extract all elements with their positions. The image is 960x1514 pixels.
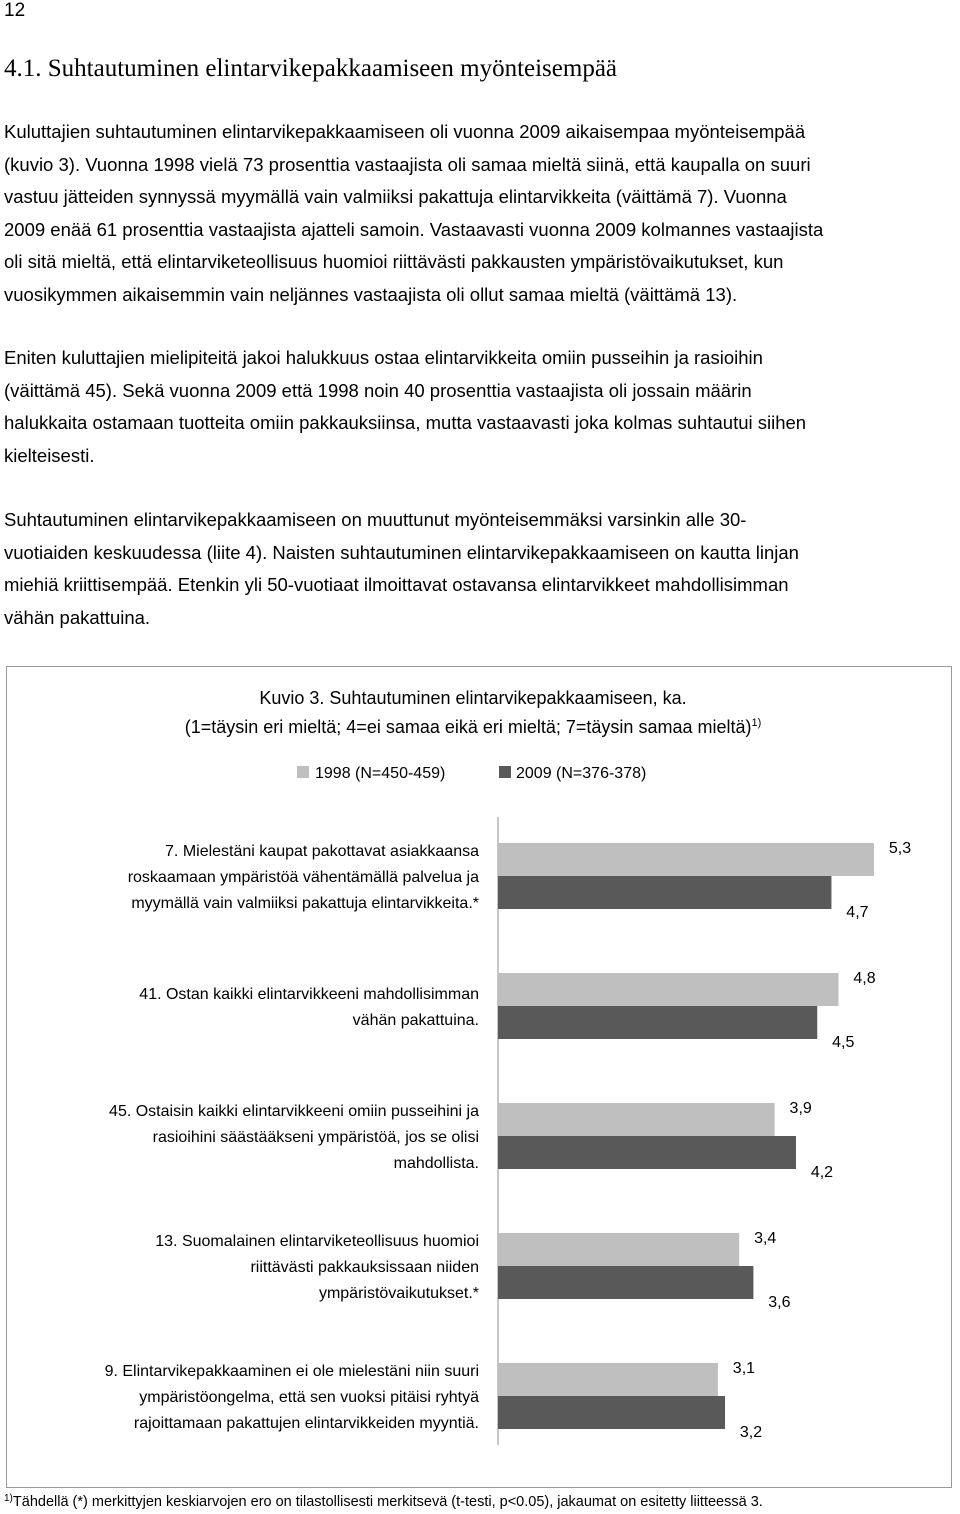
bar-1998 [498,843,874,876]
category-labels [105,843,480,1432]
chart-frame [6,666,952,1488]
value-label-1998: 4,8 [853,970,876,987]
bar-1998 [498,973,839,1006]
paragraph-line: kielteisesti. [4,444,95,466]
section-title: 4.1. Suhtautuminen elintarvikepakkaamiseen myönteisempää [4,55,618,82]
chart-title: Kuvio 3. Suhtautuminen elintarvikepakkaamiseen, ka. [259,688,687,708]
value-label-2009: 4,2 [810,1164,834,1181]
bar-2009 [498,1006,817,1039]
bar-1998 [498,1103,775,1136]
value-label-1998: 3,4 [754,1230,777,1247]
value-label-2009: 4,7 [846,904,869,921]
paragraph-line: miehiä kriittisempää. Etenkin yli 50-vuotiaat ilmoittavat ostavansa elintarvikkeet mahdollisimman [4,574,789,595]
paragraph-line: vähän pakattuina. [4,606,151,628]
bar-chart [7,667,951,1487]
chart-subtitle-text: (1=täysin eri mieltä; 4=ei samaa eikä eri mieltä; 7=täysin samaa mieltä) [184,717,752,737]
legend-label-1998: 1998 (N=450-459) [315,765,446,782]
legend-label-2009: 2009 (N=376-378) [516,765,647,782]
bar-1998 [498,1363,718,1396]
category-label: ympäristövaikutukset.* [318,1285,479,1302]
category-label: 13. Suomalainen elintarviketeollisuus huomioi [155,1233,479,1250]
bars [498,843,874,1429]
category-label: 7. Mielestäni kaupat pakottavat asiakkaansa [165,843,479,860]
paragraph-line: (kuvio 3). Vuonna 1998 vielä 73 prosenttia vastaajista oli samaa mieltä siinä, että kaupalla on suuri [4,153,811,175]
bar-2009 [498,1136,796,1169]
chart-subtitle [185,717,762,737]
category-label: 9. Elintarvikepakkaaminen ei ole mielestäni niin suuri [104,1363,479,1380]
footnote-marker: 1) [4,1493,13,1504]
category-label: 41. Ostan kaikki elintarvikkeeni mahdollisimman [139,986,479,1003]
paragraph-2 [4,342,949,472]
paragraph-line: Eniten kuluttajien mielipiteitä jakoi halukkuus ostaa elintarvikkeita omiin pusseihin ja rasioihin [4,347,763,368]
paragraph-line: vuosikymmen aikaisemmin vain neljännes vastaajista oli ollut samaa mieltä (väittämä 13). [4,283,738,305]
paragraph-line: vastuu jätteiden synnyssä myymällä vain valmiiksi pakattuja elintarvikkeita (väittämä 7). Vuonna [4,186,787,207]
paragraph-line: Suhtautuminen elintarvikepakkaamiseen on muuttunut myönteisemmäksi varsinkin alle 30- [4,509,747,530]
category-label: roskaamaan ympäristöä vähentämällä palvelua ja [127,869,479,886]
footnote [4,1492,763,1512]
bar-2009 [498,1396,725,1429]
footnote-text: Tähdellä (*) merkittyjen keskiarvojen ero on tilastollisesti merkitsevä (t-testi, p<0.05), jakaumat on esitetty liitteessä 3. [12,1494,763,1510]
paragraph-line: 2009 enää 61 prosenttia vastaajista ajatteli samoin. Vastaavasti vuonna 2009 kolmannes vastaajista [4,218,824,240]
category-label: mahdollista. [393,1155,479,1172]
paragraph-line: Kuluttajien suhtautuminen elintarvikepakkaamiseen oli vuonna 2009 aikaisempaa myönteisempää [4,121,806,142]
value-label-2009: 3,2 [739,1424,763,1441]
value-label-1998: 5,3 [888,840,912,857]
paragraph-line: oli sitä mieltä, että elintarviketeollisuus huomioi riittävästi pakkausten ympäristövaikutukset, kun [4,251,784,272]
bar-2009 [498,1266,753,1299]
paragraph-3 [4,504,949,634]
category-label: 45. Ostaisin kaikki elintarvikkeeni omiin pusseihini ja [109,1103,479,1120]
category-label: rajoittamaan pakattujen elintarvikkeiden myyntiä. [133,1415,479,1432]
category-label: rasioihini säästääkseni ympäristöä, jos se olisi [152,1129,479,1146]
legend-swatch-2009 [499,766,511,778]
chart-subtitle-sup: 1) [751,717,762,729]
category-label: ympäristöongelma, että sen vuoksi pitäisi ryhtyä [139,1389,479,1406]
value-label-1998: 3,9 [789,1100,812,1117]
bar-1998 [498,1233,739,1266]
category-label: riittävästi pakkauksissaan niiden [250,1259,479,1276]
category-label: myymällä vain valmiiksi pakattuja elintarvikkeita.* [131,895,479,912]
paragraph-line: vuotiaiden keskuudessa (liite 4). Naisten suhtautuminen elintarvikepakkaamiseen on kautta linjan [4,541,799,563]
paragraph-line: halukkaita ostamaan tuotteita omiin pakkauksiinsa, mutta vastaavasti joka kolmas suhtautui siihen [4,412,807,433]
value-label-2009: 3,6 [768,1294,791,1311]
value-label-1998: 3,1 [732,1360,756,1377]
category-label: vähän pakattuina. [352,1012,479,1029]
legend-swatch-1998 [297,766,309,778]
paragraph-line: (väittämä 45). Sekä vuonna 2009 että 1998 noin 40 prosenttia vastaajista oli jossain määrin [4,379,752,401]
bar-2009 [498,876,831,909]
page-number: 12 [4,0,26,21]
paragraph-1 [4,116,949,311]
value-label-2009: 4,5 [832,1034,855,1051]
